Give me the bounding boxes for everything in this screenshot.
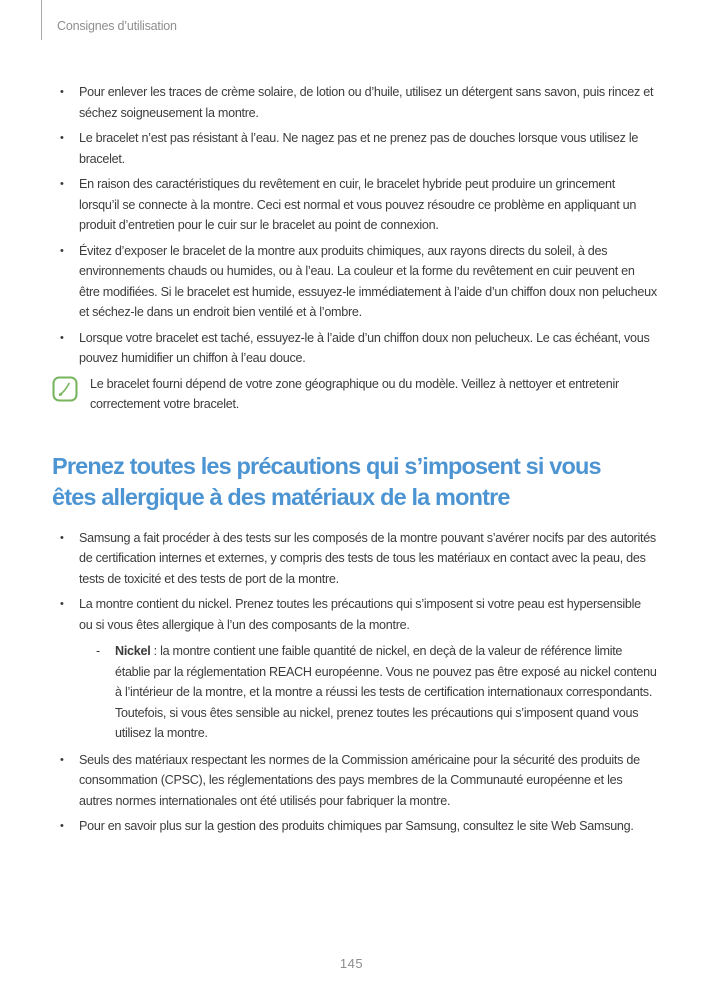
list-item <box>60 816 657 837</box>
page-content <box>0 82 703 842</box>
list-item <box>60 328 657 369</box>
note-box <box>52 374 657 415</box>
list-item <box>60 174 657 236</box>
nickel-label: Nickel <box>115 644 151 658</box>
list-item <box>60 128 657 169</box>
allergy-bullet-list <box>0 528 703 837</box>
list-item-text: Lorsque votre bracelet est taché, essuyez-le à l’aide d’un chiffon doux non pelucheux. Le cas échéant, vous pouvez humidifier un chiffon à l’eau douce. <box>79 330 650 365</box>
care-bullet-list <box>0 82 703 369</box>
note-pen-icon <box>52 376 78 402</box>
page-number: 145 <box>339 956 364 971</box>
section-title-line: êtes allergique à des matériaux de la montre <box>52 483 510 510</box>
nickel-text: : la montre contient une faible quantité de nickel, en deçà de la valeur de référence limite établie par la réglementation REACH européenne. Vous ne pouvez pas être exposé au nickel contenu à l’intérieur de la montre, et la montre a réussi les tests de certification internationaux correspondants. Toutefois, si vous êtes sensible au nickel, prenez toutes les précautions qui s’imposent quand vous utilisez la montre. <box>115 644 657 740</box>
bullet-icon: • <box>60 820 64 832</box>
bullet-icon: • <box>60 132 64 144</box>
bullet-icon: • <box>60 244 64 257</box>
section-title <box>52 451 663 513</box>
note-text: Le bracelet fourni dépend de votre zone géographique ou du modèle. Veillez à nettoyer et entretenir correctement votre bracelet. <box>90 376 619 411</box>
sub-list-item <box>96 641 657 744</box>
list-item-text: Pour en savoir plus sur la gestion des produits chimiques par Samsung, consultez le site Web Samsung. <box>79 819 634 833</box>
list-item-text: Le bracelet n’est pas résistant à l’eau. Ne nagez pas et ne prenez pas de douches lorsque vous utilisez le bracelet. <box>79 131 639 166</box>
sub-list-item-text <box>115 641 657 744</box>
list-item-text: Seuls des matériaux respectant les normes de la Commission américaine pour la sécurité des produits de consommation (CPSC), les réglementations des pays membres de la Communauté européenne et les autres normes internationales ont été utilisés pour fabriquer la montre. <box>79 752 640 808</box>
list-item-text: Évitez d’exposer le bracelet de la montre aux produits chimiques, aux rayons directs du soleil, à des environnements chauds ou humides, ou à l’eau. La couleur et la forme du revêtement en cuir peuvent en être modifiées. Si le bracelet est humide, essuyez-le immédiatement à l’aide d’un chiffon doux non pelucheux et séchez-le dans un endroit bien ventilé et à l’ombre. <box>79 243 657 319</box>
list-item <box>60 241 657 323</box>
list-item-text: En raison des caractéristiques du revêtement en cuir, le bracelet hybride peut produire un grincement lorsqu’il se connecte à la montre. Ceci est normal et vous pouvez résoudre ce problème en appliquant un produit d’entretien pour le cuir sur le bracelet au point de connexion. <box>79 177 637 232</box>
list-item <box>60 82 657 123</box>
section-title-line: Prenez toutes les précautions qui s’imposent si vous <box>52 452 601 479</box>
dash-icon: - <box>96 644 100 658</box>
list-item <box>60 594 657 745</box>
bullet-icon: • <box>60 178 64 190</box>
bullet-icon: • <box>60 598 64 610</box>
list-item-text: Samsung a fait procéder à des tests sur les composés de la montre pouvant s’avérer nocifs par des autorités de certification internes et externes, y compris des tests de tous les matériaux en contact avec la peau, des tests de toxicité et des tests de port de la montre. <box>79 530 656 586</box>
bullet-icon: • <box>60 86 64 98</box>
list-item-text: Pour enlever les traces de crème solaire, de lotion ou d’huile, utilisez un détergent sans savon, puis rincez et séchez soigneusement la montre. <box>79 85 654 120</box>
list-item <box>60 750 657 812</box>
chapter-title: Consignes d’utilisation <box>57 19 177 33</box>
chapter-header-rule <box>41 0 42 40</box>
bullet-icon: • <box>60 753 64 766</box>
bullet-icon: • <box>60 331 64 344</box>
bullet-icon: • <box>60 531 64 544</box>
list-item <box>60 528 657 590</box>
list-item-text: La montre contient du nickel. Prenez toutes les précautions qui s’imposent si votre peau est hypersensible ou si vous êtes allergique à l’un des composants de la montre. <box>79 597 641 632</box>
